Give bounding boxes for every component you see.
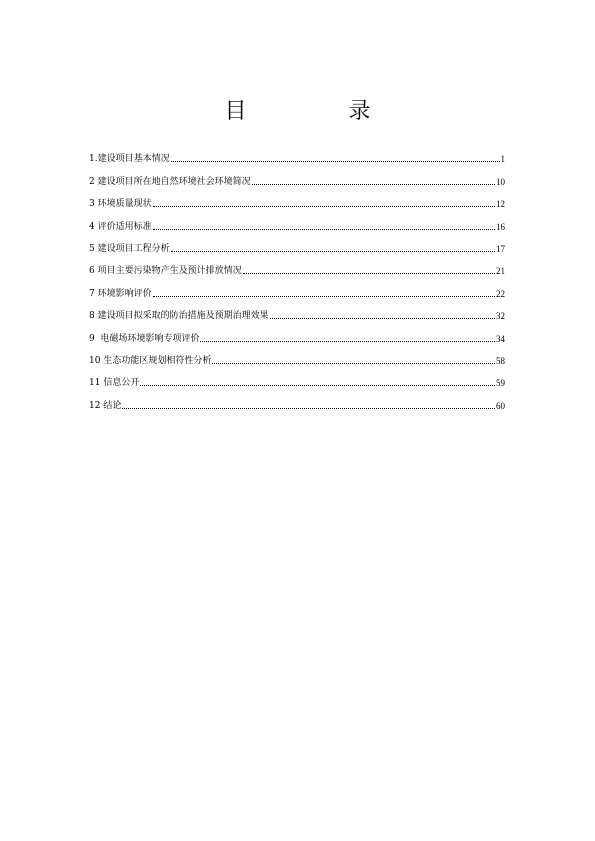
dot-leader <box>212 362 495 364</box>
dot-leader <box>270 317 495 319</box>
dot-leader <box>200 340 495 342</box>
toc-entry-label: 10 生态功能区规划相符性分析 <box>89 355 212 366</box>
toc-entry-label: 8 建设项目拟采取的防治措施及预期治理效果 <box>89 311 269 322</box>
toc-entry-label: 7 环境影响评价 <box>89 288 152 299</box>
toc-entry[interactable] <box>89 389 505 411</box>
table-of-contents <box>89 143 505 412</box>
dot-leader <box>243 272 495 274</box>
dot-leader <box>252 183 495 185</box>
toc-entry[interactable] <box>89 277 505 299</box>
toc-entry[interactable] <box>89 165 505 187</box>
toc-entry-page: 22 <box>496 288 505 299</box>
toc-entry-label: 1.建设项目基本情况 <box>89 154 170 165</box>
toc-entry[interactable] <box>89 233 505 255</box>
toc-entry-page: 1 <box>500 154 505 165</box>
toc-entry[interactable] <box>89 255 505 277</box>
toc-entry[interactable] <box>89 367 505 389</box>
toc-entry-page: 16 <box>496 221 505 232</box>
toc-entry-page: 59 <box>496 378 505 389</box>
toc-entry-label: 12 结论 <box>89 400 122 411</box>
dot-leader <box>153 228 495 230</box>
toc-entry-label: 5 建设项目工程分析 <box>89 243 170 254</box>
toc-entry[interactable] <box>89 345 505 367</box>
toc-entry[interactable] <box>89 143 505 165</box>
toc-entry-label: 11 信息公开 <box>89 378 140 389</box>
toc-entry-page: 10 <box>496 176 505 187</box>
toc-entry-page: 60 <box>496 400 505 411</box>
toc-entry-label: 9 电磁场环境影响专项评价 <box>89 333 200 344</box>
toc-entry-page: 58 <box>496 355 505 366</box>
toc-entry-page: 21 <box>496 266 505 277</box>
dot-leader <box>171 160 500 162</box>
toc-entry-label: 6 项目主要污染物产生及预计排放情况 <box>89 266 242 277</box>
dot-leader <box>153 295 495 297</box>
dot-leader <box>153 205 495 207</box>
dot-leader <box>122 407 495 409</box>
dot-leader <box>171 250 495 252</box>
toc-entry-page: 17 <box>496 243 505 254</box>
dot-leader <box>140 384 495 386</box>
toc-entry-page: 34 <box>496 333 505 344</box>
page-title: 目 录 <box>224 99 411 124</box>
toc-entry[interactable] <box>89 300 505 322</box>
toc-entry[interactable] <box>89 188 505 210</box>
toc-entry[interactable] <box>89 322 505 344</box>
toc-entry[interactable] <box>89 210 505 232</box>
toc-entry-label: 3 环境质量现状 <box>89 199 152 210</box>
toc-entry-label: 4 评价适用标准 <box>89 221 152 232</box>
toc-entry-page: 12 <box>496 199 505 210</box>
toc-entry-label: 2 建设项目所在地自然环境社会环境简况 <box>89 176 251 187</box>
toc-entry-page: 32 <box>496 311 505 322</box>
